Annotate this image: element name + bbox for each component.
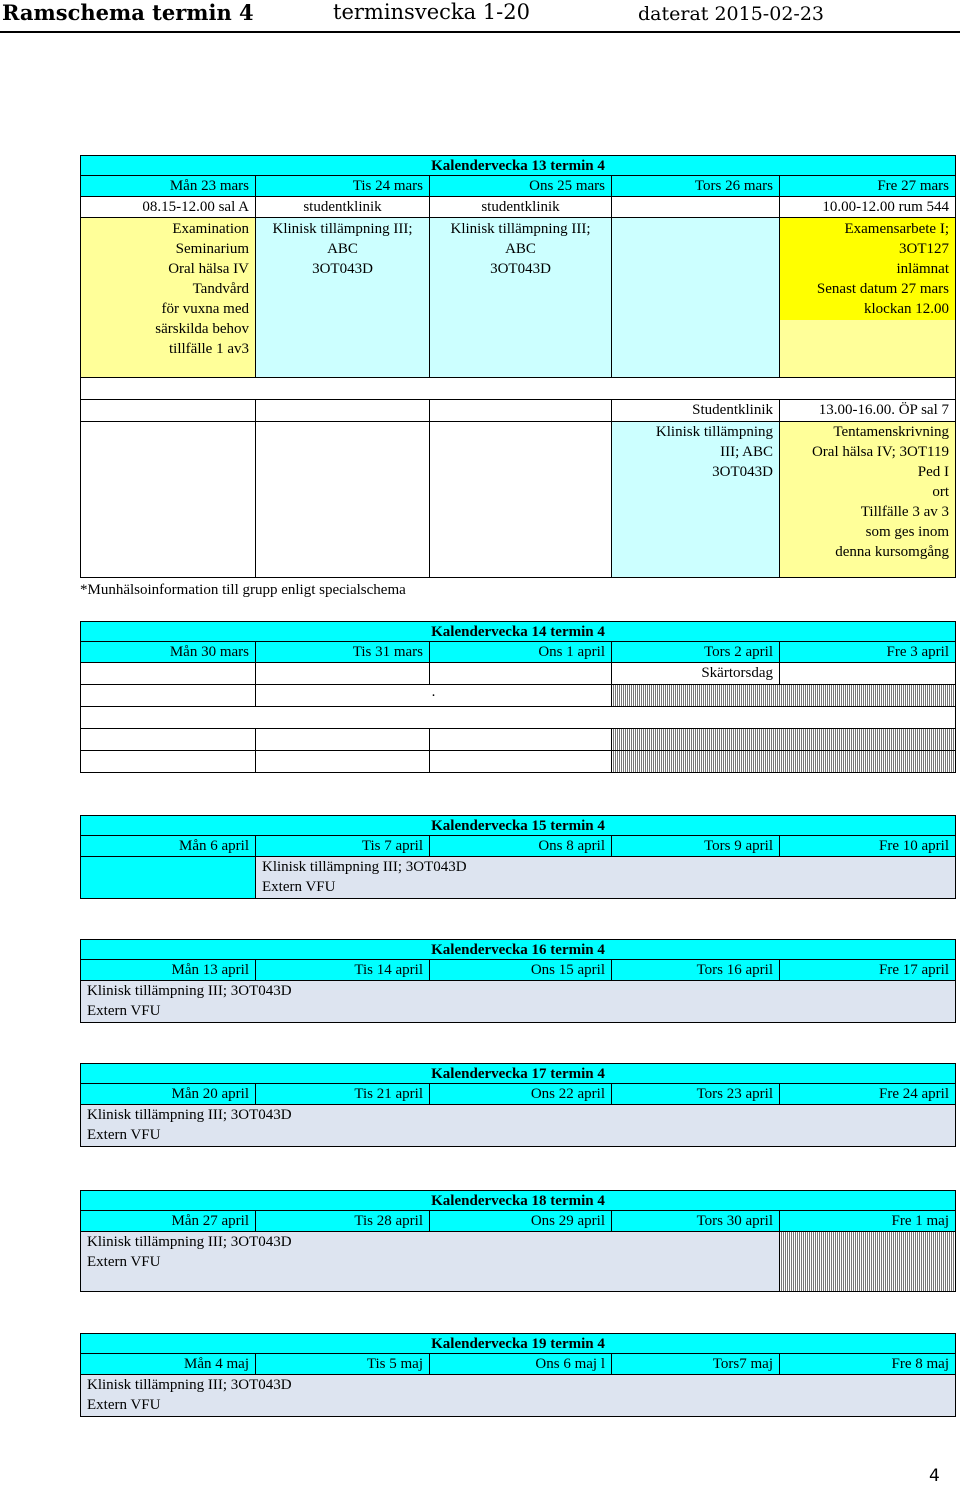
schedule-title: Ramschema termin 4 [2, 0, 254, 25]
day-header: Tis 28 april [256, 1211, 430, 1232]
day-header: Tors 23 april [612, 1084, 780, 1105]
footnote: *Munhälsoinformation till grupp enligt specialschema [80, 582, 406, 598]
day-header: Mån 23 mars [80, 176, 256, 197]
time-cell: 13.00-16.00. ÖP sal 7 [780, 400, 956, 422]
cell-line: Tandvård [192, 281, 249, 297]
day-header: Mån 13 april [80, 960, 256, 981]
day-header: Tis 24 mars [256, 176, 430, 197]
week-18-table [80, 1190, 956, 1292]
day-header: Mån 6 april [80, 836, 256, 857]
empty-cell [80, 422, 256, 578]
week-16-table [80, 939, 956, 1023]
cell-line: Oral hälsa IV; 3OT119 [811, 444, 949, 460]
dot-mark: . [256, 685, 612, 707]
day-header: Ons 25 mars [430, 176, 612, 197]
time-cell: studentklinik [430, 197, 612, 218]
day-header: Mån 20 april [80, 1084, 256, 1105]
day-header: Ons 8 april [430, 836, 612, 857]
day-header: Fre 8 maj [780, 1354, 956, 1375]
day-header: Tis 7 april [256, 836, 430, 857]
empty-cell [80, 751, 256, 773]
day-header: Ons 15 april [430, 960, 612, 981]
empty-cell [80, 663, 256, 685]
vfu-cell [256, 857, 956, 899]
cell-line: Examination [172, 221, 249, 237]
day-header: Tors 9 april [612, 836, 780, 857]
week-19-table [80, 1333, 956, 1417]
empty-cell [256, 751, 430, 773]
cell-line: för vuxna med [161, 301, 249, 317]
cell-line: Extern VFU [87, 1003, 161, 1019]
time-cell: 10.00-12.00 rum 544 [780, 197, 956, 218]
cell-line: ABC [505, 241, 536, 257]
day-header: Tis 21 april [256, 1084, 430, 1105]
week-15-table [80, 815, 956, 899]
empty-cell [430, 729, 612, 751]
cell-line: Extern VFU [87, 1127, 161, 1143]
week-15-title: Kalendervecka 15 termin 4 [80, 815, 956, 836]
exam-writing-cell [780, 422, 956, 578]
day-header: Tors 26 mars [612, 176, 780, 197]
week-17-title: Kalendervecka 17 termin 4 [80, 1063, 956, 1084]
empty-cell [780, 663, 956, 685]
holiday-hatched-cell [612, 751, 956, 773]
cell-line: som ges inom [865, 524, 949, 540]
cell-line: Ped I [917, 464, 949, 480]
day-header: Fre 3 april [780, 642, 956, 663]
week-16-title: Kalendervecka 16 termin 4 [80, 939, 956, 960]
day-header: Ons 22 april [430, 1084, 612, 1105]
day-header: Tis 5 maj [256, 1354, 430, 1375]
empty-cell [256, 729, 430, 751]
holiday-label: Skärtorsdag [612, 663, 780, 685]
day-header: Tors7 maj [612, 1354, 780, 1375]
cell-line: Klinisk tillämpning III; [272, 221, 413, 237]
examination-seminar-cell [80, 218, 256, 378]
empty-cell [256, 663, 430, 685]
term-weeks: terminsvecka 1-20 [333, 0, 530, 24]
cell-line: 3OT043D [490, 261, 551, 277]
empty-cell [430, 422, 612, 578]
lunch-row [80, 707, 956, 729]
cell-line: Examensarbete I; [844, 221, 949, 237]
day-header: Tors 16 april [612, 960, 780, 981]
cell-line: Tillfälle 3 av 3 [860, 504, 949, 520]
cell-line: Extern VFU [87, 1397, 161, 1413]
day-header: Fre 27 mars [780, 176, 956, 197]
day-header: Mån 30 mars [80, 642, 256, 663]
lunch-row [80, 378, 956, 400]
holiday-hatched-cell [612, 729, 956, 751]
day-header: Tis 14 april [256, 960, 430, 981]
day-header: Fre 17 april [780, 960, 956, 981]
day-header: Mån 4 maj [80, 1354, 256, 1375]
vfu-cell [80, 1375, 956, 1417]
cell-line: Extern VFU [262, 879, 336, 895]
empty-cell [80, 400, 256, 422]
page-number: 4 [929, 1466, 940, 1486]
holiday-cell [80, 857, 256, 899]
day-header: Tors 30 april [612, 1211, 780, 1232]
cell-line: Klinisk tillämpning [655, 424, 773, 440]
day-header: Ons 29 april [430, 1211, 612, 1232]
week-13-title: Kalendervecka 13 termin 4 [80, 155, 956, 176]
cell-line: Klinisk tillämpning III; [450, 221, 591, 237]
dated-label: daterat 2015-02-23 [638, 3, 825, 25]
week-18-title: Kalendervecka 18 termin 4 [80, 1190, 956, 1211]
vfu-cell [80, 1105, 956, 1147]
cell-line: klockan 12.00 [864, 301, 949, 317]
day-header: Mån 27 april [80, 1211, 256, 1232]
day-header: Ons 6 maj l [430, 1354, 612, 1375]
vfu-cell [80, 1232, 780, 1292]
day-header: Tis 31 mars [256, 642, 430, 663]
empty-cell [256, 400, 430, 422]
week-17-table [80, 1063, 956, 1147]
clinic-cell [430, 218, 612, 378]
holiday-hatched-cell [612, 685, 956, 707]
day-header: Fre 24 april [780, 1084, 956, 1105]
time-cell: Studentklinik [612, 400, 780, 422]
cell-line: inlämnat [896, 261, 949, 277]
week-14-title: Kalendervecka 14 termin 4 [80, 621, 956, 642]
cell-line: Senast datum 27 mars [816, 281, 949, 297]
cell-line: Seminarium [175, 241, 249, 257]
thesis-deadline-box [780, 218, 955, 320]
time-cell: 08.15-12.00 sal A [80, 197, 256, 218]
cell-line: ort [932, 484, 949, 500]
cell-line: denna kursomgång [835, 544, 949, 560]
empty-cell [612, 218, 780, 378]
cell-line: Klinisk tillämpning III; 3OT043D [87, 983, 292, 999]
holiday-hatched-cell [780, 1232, 956, 1292]
cell-line: 3OT127 [899, 241, 949, 257]
time-cell [612, 197, 780, 218]
cell-line: 3OT043D [312, 261, 373, 277]
cell-line: Klinisk tillämpning III; 3OT043D [87, 1107, 292, 1123]
week-14-table [80, 621, 956, 773]
cell-line: Extern VFU [87, 1254, 161, 1270]
cell-line: III; ABC [720, 444, 773, 460]
day-header: Ons 1 april [430, 642, 612, 663]
cell-line: Klinisk tillämpning III; 3OT043D [87, 1234, 292, 1250]
empty-cell [256, 422, 430, 578]
empty-cell [430, 400, 612, 422]
clinic-cell [256, 218, 430, 378]
empty-cell [430, 663, 612, 685]
week-13-table [80, 155, 956, 579]
time-cell: studentklinik [256, 197, 430, 218]
cell-line: Klinisk tillämpning III; 3OT043D [87, 1377, 292, 1393]
empty-cell [80, 685, 256, 707]
cell-line: ABC [327, 241, 358, 257]
week-19-title: Kalendervecka 19 termin 4 [80, 1333, 956, 1354]
thesis-cell [780, 218, 956, 378]
cell-line: särskilda behov [155, 321, 249, 337]
clinic-cell [612, 422, 780, 578]
cell-line: Klinisk tillämpning III; 3OT043D [262, 859, 467, 875]
vfu-cell [80, 981, 956, 1023]
cell-line: tillfälle 1 av3 [169, 341, 249, 357]
empty-cell [430, 751, 612, 773]
day-header: Tors 2 april [612, 642, 780, 663]
cell-line: Oral hälsa IV [168, 261, 249, 277]
empty-cell [80, 729, 256, 751]
cell-line: 3OT043D [712, 464, 773, 480]
header-rule [0, 31, 960, 33]
day-header: Fre 1 maj [780, 1211, 956, 1232]
day-header: Fre 10 april [780, 836, 956, 857]
cell-line: Tentamenskrivning [833, 424, 949, 440]
